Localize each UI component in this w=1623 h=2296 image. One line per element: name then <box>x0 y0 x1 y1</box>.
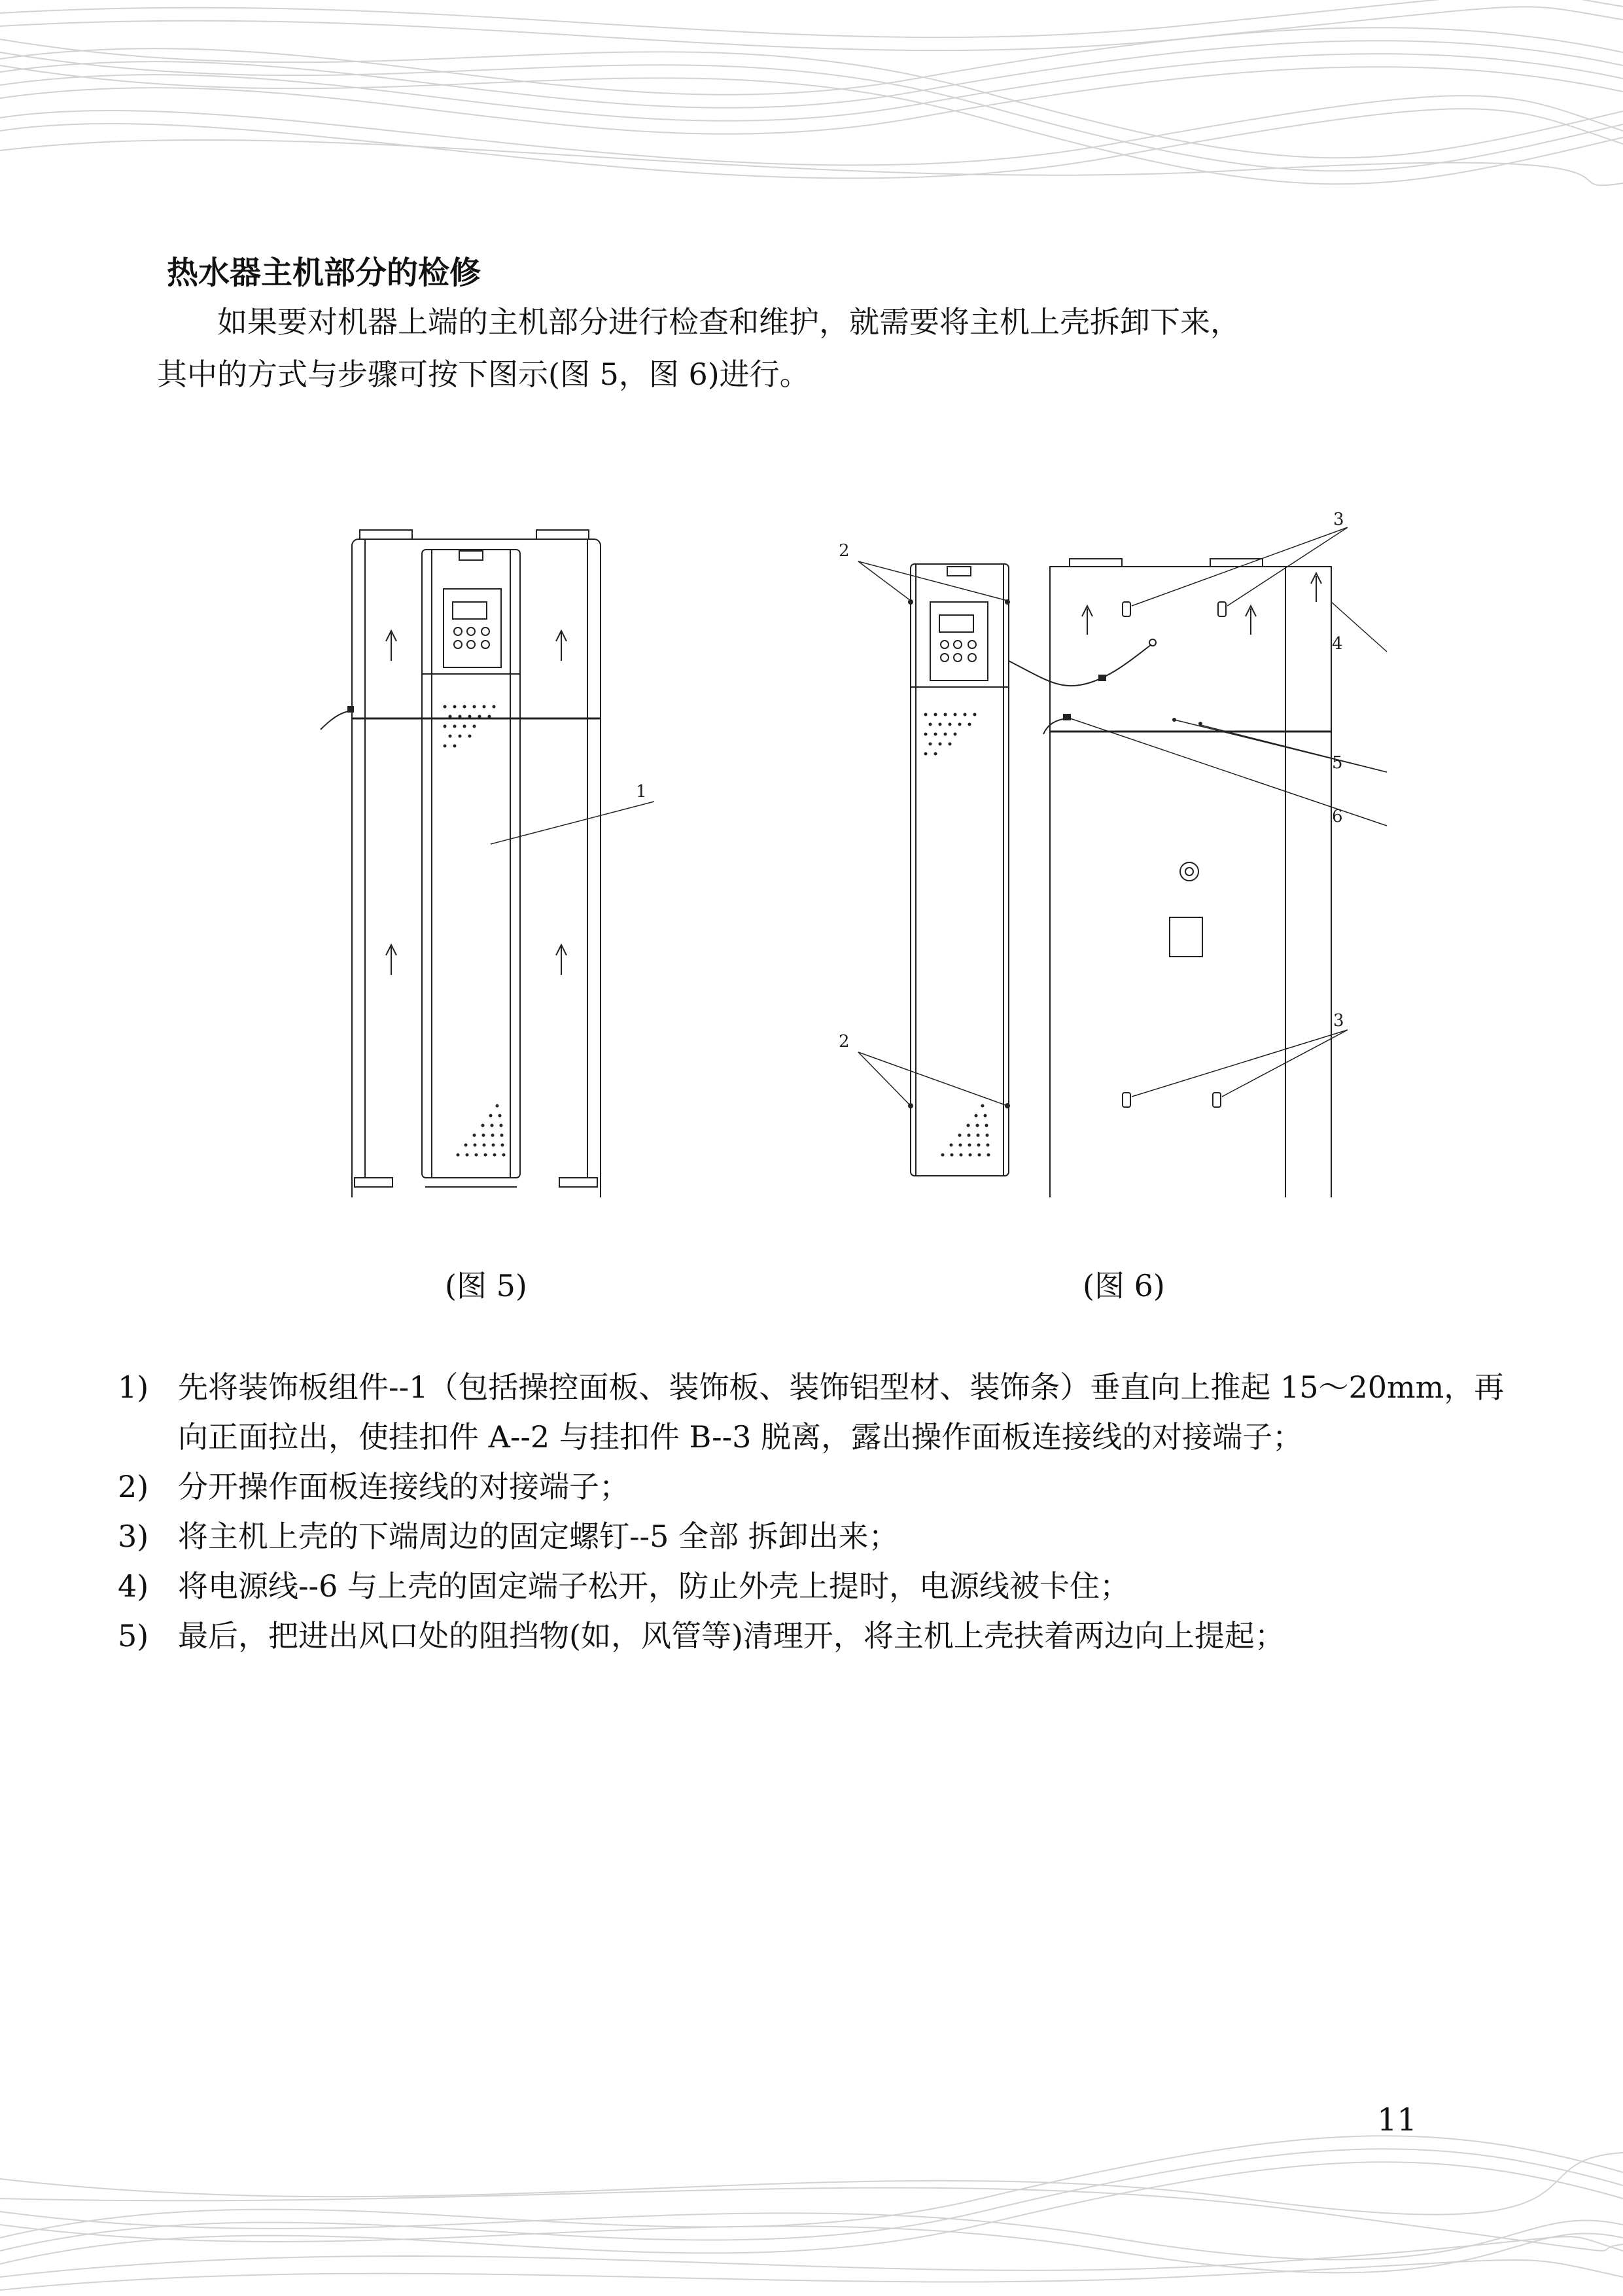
intro-line-1: 如果要对机器上端的主机部分进行检查和维护，就需要将主机上壳拆卸下来， <box>217 304 1240 340</box>
step-number: 4) <box>118 1568 149 1604</box>
callout-label: 6 <box>1332 807 1343 826</box>
figure-6-caption: (图 6) <box>1083 1268 1165 1303</box>
callout-label: 3 <box>1333 1011 1344 1031</box>
cabinet-outline <box>1050 567 1331 1197</box>
list-item <box>118 1611 1505 1661</box>
callout-label: 3 <box>1333 510 1344 529</box>
cabinet-outline <box>352 539 601 1197</box>
decorative-wave-top <box>0 0 1623 236</box>
callout-label: 1 <box>636 782 647 802</box>
step-text: 将主机上壳的下端周边的固定螺钉--5 全部 拆卸出来； <box>178 1519 899 1554</box>
page-number: 11 <box>1377 2102 1418 2138</box>
list-item <box>118 1462 1505 1511</box>
step-text: 先将装饰板组件--1（包括操控面板、装饰板、装饰铝型材、装饰条）垂直向上推起 15～20mm，再向正面拉出，使挂扣件 A--2 与挂扣件 B--3 脱离，露出操作面板连接线的对接端子； <box>178 1369 1505 1455</box>
top-vent-right <box>536 530 589 539</box>
lcd-display <box>453 602 487 619</box>
list-item <box>118 1362 1505 1462</box>
up-arrows <box>386 631 567 975</box>
callout-label: 2 <box>839 1032 850 1051</box>
step-list <box>118 1362 1505 1661</box>
step-number: 3) <box>118 1519 149 1554</box>
list-item <box>118 1511 1505 1561</box>
intro-line-2: 其中的方式与步骤可按下图示(图 5，图 6)进行。 <box>157 357 810 392</box>
step-text: 最后，把进出风口处的阻挡物(如，风管等)清理开，将主机上壳扶着两边向上提起； <box>178 1618 1285 1653</box>
callout-label: 2 <box>839 541 850 561</box>
figure-6-diagram <box>811 504 1400 1197</box>
list-item <box>118 1561 1505 1611</box>
step-number: 1) <box>118 1369 149 1405</box>
callout-label: 5 <box>1332 753 1343 773</box>
figure-5-caption: (图 5) <box>445 1268 527 1303</box>
figure-5-diagram <box>294 504 661 1197</box>
step-number: 5) <box>118 1618 149 1653</box>
step-text: 将电源线--6 与上壳的固定端子松开，防止外壳上提时，电源线被卡住； <box>178 1568 1130 1604</box>
intro-paragraph <box>157 296 1505 400</box>
step-text: 分开操作面板连接线的对接端子； <box>178 1469 629 1504</box>
decorative-panel <box>422 550 520 1178</box>
detached-panel <box>911 564 1009 1176</box>
callout-label: 4 <box>1332 634 1343 654</box>
section-title: 热水器主机部分的检修 <box>167 255 481 291</box>
top-vent-left <box>360 530 412 539</box>
step-number: 2) <box>118 1469 149 1504</box>
